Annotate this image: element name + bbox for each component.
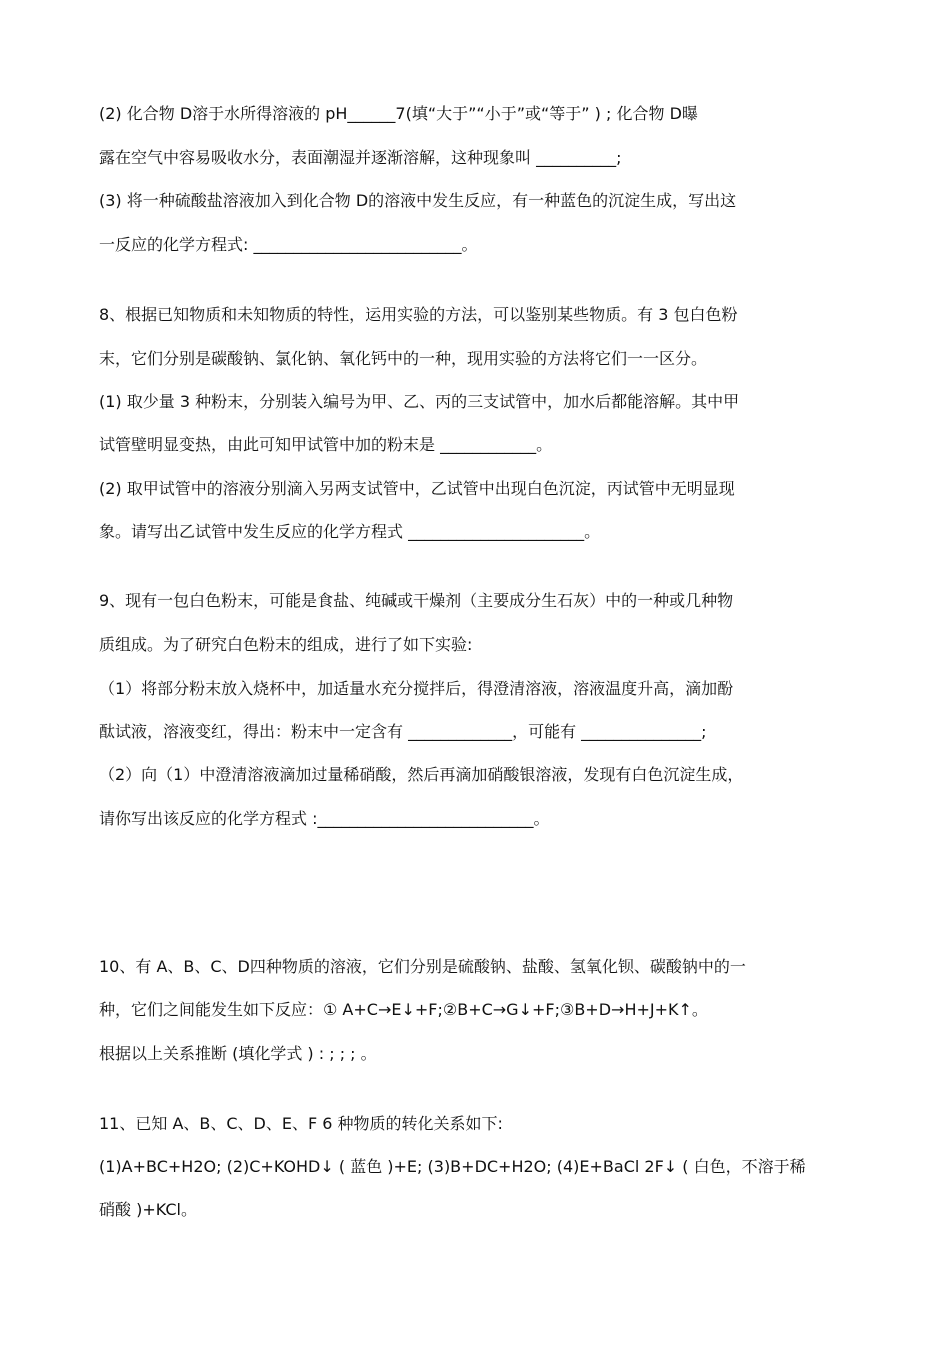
q11-line1: 11、已知 A、B、C、D、E、F 6 种物质的转化关系如下:	[99, 1114, 503, 1133]
q7-part3-line2: 一反应的化学方程式: __________________________。	[99, 235, 478, 254]
q10-line3: 根据以上关系推断 (填化学式 ) : ; ; ; 。	[99, 1044, 377, 1063]
q8-line2: 末，它们分别是碳酸钠、氯化钠、氧化钙中的一种，现用实验的方法将它们一一区分。	[99, 349, 708, 368]
q10-line2: 种，它们之间能发生如下反应：① A+C→E↓+F;②B+C→G↓+F;③B+D→H+J+K↑。	[99, 1000, 708, 1019]
q9-part1-line2: 酞试液，溶液变红，得出：粉末中一定含有 _____________，可能有 _______________;	[99, 722, 707, 741]
q9-part1-line1: （1）将部分粉末放入烧杯中，加适量水充分搅拌后，得澄清溶液，溶液温度升高，滴加酚	[99, 679, 734, 698]
q10-line1: 10、有 A、B、C、D四种物质的溶液，它们分别是硫酸钠、盐酸、氢氧化钡、碳酸钠中的一	[99, 957, 746, 976]
q8-part1-line1: (1) 取少量 3 种粉末，分别装入编号为甲、乙、丙的三支试管中，加水后都能溶解。其中甲	[99, 392, 740, 411]
q9-line1: 9、现有一包白色粉末，可能是食盐、纯碱或干燥剂（主要成分生石灰）中的一种或几种物	[99, 591, 734, 610]
q11-line3: 硝酸 )+KCl。	[99, 1200, 197, 1219]
q8-line1: 8、根据已知物质和未知物质的特性，运用实验的方法，可以鉴别某些物质。有 3 包白色粉	[99, 305, 738, 324]
q8-part1-line2: 试管壁明显变热，由此可知甲试管中加的粉末是 ____________。	[99, 435, 553, 454]
q8-part2-line1: (2) 取甲试管中的溶液分别滴入另两支试管中，乙试管中出现白色沉淀，丙试管中无明显现	[99, 479, 735, 498]
q9-part2-line2: 请你写出该反应的化学方程式 :___________________________。	[99, 809, 550, 828]
q9-part2-line1: （2）向（1）中澄清溶液滴加过量稀硝酸，然后再滴加硝酸银溶液，发现有白色沉淀生成，	[99, 765, 744, 784]
q7-part3-line1: (3) 将一种硫酸盐溶液加入到化合物 D的溶液中发生反应，有一种蓝色的沉淀生成，写出这	[99, 191, 737, 210]
q11-line2: (1)A+BC+H2O; (2)C+KOHD↓ ( 蓝色 )+E; (3)B+DC+H2O; (4)E+BaCl 2F↓ ( 白色，不溶于稀	[99, 1157, 806, 1176]
q7-part2-line1: (2) 化合物 D溶于水所得溶液的 pH______7(填“大于”“小于”或“等于” ) ; 化合物 D曝	[99, 104, 698, 123]
q9-line2: 质组成。为了研究白色粉末的组成，进行了如下实验:	[99, 635, 473, 654]
q7-part2-line2: 露在空气中容易吸收水分，表面潮湿并逐渐溶解，这种现象叫 __________;	[99, 148, 622, 167]
q8-part2-line2: 象。请写出乙试管中发生反应的化学方程式 ______________________。	[99, 522, 601, 541]
